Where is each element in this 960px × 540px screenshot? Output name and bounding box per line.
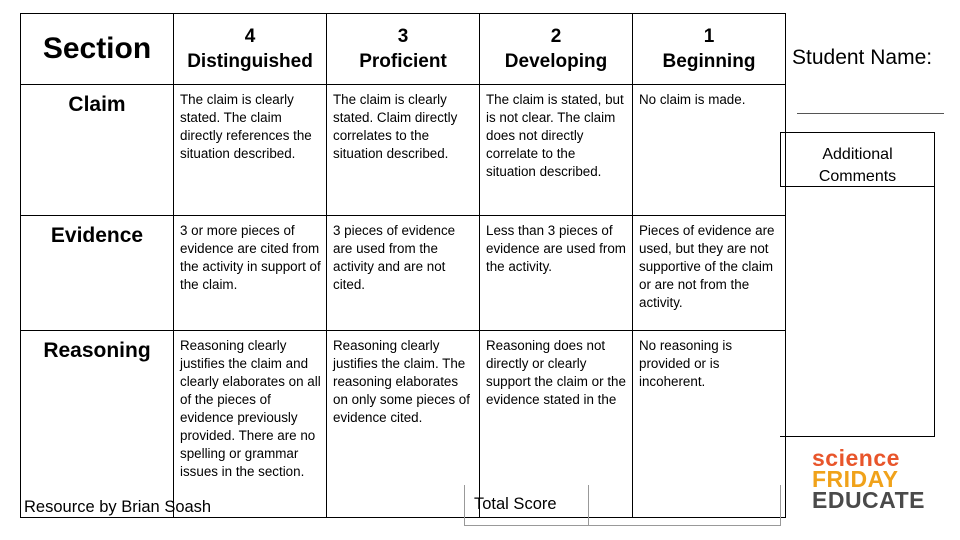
science-friday-educate-logo: [812, 445, 925, 513]
criteria-cell: 3 pieces of evidence are used from the activity and are not cited.: [327, 216, 480, 331]
logo-line-science: science: [812, 445, 900, 471]
criteria-cell: Reasoning does not directly or clearly support the claim or the evidence stated in the: [480, 331, 633, 518]
level-name: Developing: [504, 51, 608, 72]
level-score: 4: [244, 26, 256, 47]
criteria-cell: The claim is clearly stated. Claim directly correlates to the situation described.: [327, 85, 480, 216]
total-score-field[interactable]: [589, 485, 780, 525]
comments-title: [780, 133, 934, 187]
table-row-claim: [21, 85, 786, 216]
level-score: 1: [703, 26, 715, 47]
criteria-cell: No claim is made.: [633, 85, 786, 216]
level-name: Proficient: [359, 51, 447, 72]
criteria-cell: 3 or more pieces of evidence are cited from the activity in support of the claim.: [174, 216, 327, 331]
table-row-evidence: [21, 216, 786, 331]
rubric-table: [20, 13, 786, 518]
total-score-label: Total Score: [465, 485, 589, 525]
student-name-line[interactable]: [797, 113, 944, 114]
criteria-cell: The claim is clearly stated. The claim directly references the situation described.: [174, 85, 327, 216]
logo-line-educate: EDUCATE: [812, 487, 925, 513]
level-header-4: [174, 14, 327, 85]
criteria-cell: Reasoning clearly justifies the claim and clearly elaborates on all of the pieces of evidence previously provided. There are no spelling or grammar issues in the section.: [174, 331, 327, 518]
comments-area[interactable]: [780, 187, 934, 436]
section-header: Section: [21, 14, 174, 85]
additional-comments-box: [780, 132, 935, 437]
row-label-claim: Claim: [21, 85, 174, 216]
level-header-1: [633, 14, 786, 85]
resource-credit: Resource by Brian Soash: [24, 498, 212, 516]
level-name: Distinguished: [187, 51, 313, 72]
level-header-3: [327, 14, 480, 85]
row-label-evidence: Evidence: [21, 216, 174, 331]
level-name: Beginning: [662, 51, 756, 72]
criteria-cell: Reasoning clearly justifies the claim. The reasoning elaborates on only some pieces of evidence cited.: [327, 331, 480, 518]
criteria-cell: The claim is stated, but is not clear. The claim does not directly correlate to the situation described.: [480, 85, 633, 216]
comments-title-line1: Additional: [822, 146, 893, 163]
total-score-box: [464, 485, 781, 526]
logo-line-friday: FRIDAY: [812, 466, 899, 492]
row-label-reasoning: Reasoning: [21, 331, 174, 518]
level-header-2: [480, 14, 633, 85]
student-name-label: Student Name:: [792, 46, 933, 69]
header-row: [21, 14, 786, 85]
level-score: 3: [397, 26, 409, 47]
level-score: 2: [550, 26, 562, 47]
comments-title-line2: Comments: [818, 168, 897, 185]
criteria-cell: Less than 3 pieces of evidence are used from the activity.: [480, 216, 633, 331]
criteria-cell: Pieces of evidence are used, but they are not supportive of the claim or are not from the activity.: [633, 216, 786, 331]
criteria-cell: No reasoning is provided or is incoherent.: [633, 331, 786, 518]
